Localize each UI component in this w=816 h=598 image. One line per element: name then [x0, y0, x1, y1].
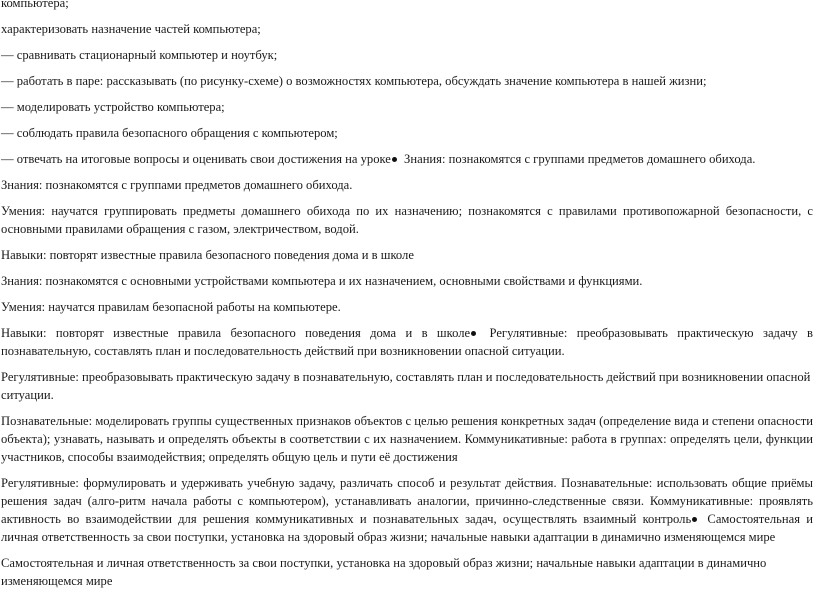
paragraph: Умения: научатся группировать предметы домашнего обихода по их назначению; познакомятся с правилами противопожарной безопасности, с основными правилами обращения с газом, электричеством, водой.: [1, 204, 813, 236]
paragraph-text: Навыки: повторят известные правила безопасного поведения дома и в школе: [1, 326, 471, 340]
paragraph: — работать в паре: рассказывать (по рисунку-схеме) о возможностях компьютера, обсуждать значение компьютера в нашей жизни;: [1, 74, 707, 88]
paragraph: — сравнивать стационарный компьютер и ноутбук;: [1, 48, 278, 62]
paragraph-text: Регулятивные: преобразовывать практическую задачу в познавательную, составлять план и последовательность действий при возникновении опасной ситуации.: [1, 326, 813, 358]
paragraph: Умения: научатся правилам безопасной работы на компьютере.: [1, 300, 341, 314]
paragraph-text: Регулятивные: формулировать и удерживать учебную задачу, различать способ и результат действия. Познавательные: использовать общие приёмы решения задач (алго-ритм начала работы с компьютером), устанавливать аналогии, причинно-следственные связи. Коммуникативные: проявлять активность во взаимодействии для решения коммуникативных и познавательных задач, осуществлять взаимный контроль: [1, 476, 813, 526]
paragraph: — соблюдать правила безопасного обращения с компьютером;: [1, 126, 338, 140]
paragraph: Самостоятельная и личная ответственность за свои поступки, установка на здоровый образ жизни; начальные навыки адаптации в динамично изменяющемся мире: [1, 556, 767, 588]
paragraph-with-bullet: [1, 324, 813, 360]
paragraph: характеризовать назначение частей компьютера;: [1, 22, 261, 36]
paragraph-text: Самостоятельная и личная ответственность за свои поступки, установка на здоровый образ жизни; начальные навыки адаптации в динамично изменяющемся мире: [1, 512, 813, 544]
paragraph-with-bullet: [1, 150, 813, 168]
bullet-icon: [392, 157, 397, 162]
paragraph-text: Знания: познакомятся с группами предметов домашнего обихода.: [400, 152, 756, 166]
bullet-icon: [471, 331, 476, 336]
paragraph: Знания: познакомятся с основными устройствами компьютера и их назначением, основными свойствами и функциями.: [1, 274, 643, 288]
paragraph-with-bullet: [1, 474, 813, 546]
bullet-icon: [692, 517, 697, 522]
paragraph-text: — отвечать на итоговые вопросы и оценивать свои достижения на уроке: [1, 152, 391, 166]
paragraph: Знания: познакомятся с группами предметов домашнего обихода.: [1, 178, 353, 192]
paragraph: компьютера;: [1, 0, 69, 10]
paragraph: Навыки: повторят известные правила безопасного поведения дома и в школе: [1, 248, 414, 262]
paragraph: Познавательные: моделировать группы существенных признаков объектов с целью решения конкретных задач (определение вида и степени опасности объекта); узнавать, называть и определять объекты в соответствии с их назначением. Коммуникативные: работа в группах: определять цели, функции участников, способы взаимодействия; определять общую цель и пути её достижения: [1, 414, 813, 464]
paragraph: Регулятивные: преобразовывать практическую задачу в познавательную, составлять план и последовательность действий при возникновении опасной ситуации.: [1, 370, 811, 402]
paragraph: — моделировать устройство компьютера;: [1, 100, 225, 114]
